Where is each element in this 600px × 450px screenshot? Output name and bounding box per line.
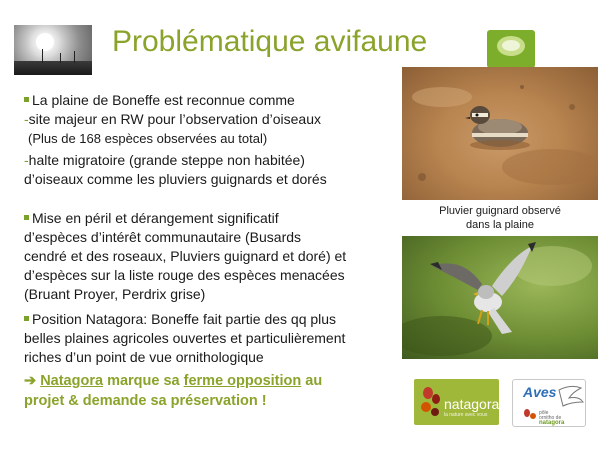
natagora-emblem-icon xyxy=(487,30,535,68)
tree-silhouette xyxy=(74,51,75,63)
aves-subtitle: pôle ornitho de natagora xyxy=(539,410,565,426)
header-photo xyxy=(14,25,92,75)
emblem-blob-inner xyxy=(502,40,520,51)
tree-silhouette xyxy=(42,49,43,63)
plover-photo xyxy=(402,67,598,200)
paragraph-2-line-2: d’espèces d’intérêt communautaire (Busards xyxy=(24,229,302,245)
paragraph-1-line-1: La plaine de Boneffe est reconnue comme xyxy=(24,91,295,110)
natagora-word: Natagora xyxy=(40,373,104,389)
paragraph-2-line-1: Mise en péril et dérangement significatif xyxy=(24,209,279,228)
sun-shape xyxy=(36,33,54,51)
bullet-square-icon xyxy=(24,97,29,102)
paragraph-1-line-3: (Plus de 168 espèces observées au total) xyxy=(28,131,268,146)
tree-silhouette xyxy=(60,53,61,63)
paragraph-3-line-1: Position Natagora: Boneffe fait partie des qq plus xyxy=(24,310,336,329)
harrier-photo xyxy=(402,236,598,359)
paragraph-2-line-3: cendré et des roseaux, Pluviers guignard et doré) et xyxy=(24,248,347,264)
paragraph-3-line-2: belles plaines agricoles ouvertes et particulièrement xyxy=(24,330,346,346)
paragraph-1-line-5: d’oiseaux comme les pluviers guignards et dorés xyxy=(24,171,327,187)
page-title: Problématique avifaune xyxy=(112,25,428,58)
horizon-shape xyxy=(14,61,92,75)
conclusion-line-2: projet & demande sa préservation ! xyxy=(24,393,267,409)
paragraph-2-line-4: d’espèces sur la liste rouge des espèces menacées xyxy=(24,267,345,283)
hand-prints-icon xyxy=(416,379,446,425)
aves-logo: Aves pôle ornitho de natagora xyxy=(512,379,586,427)
plover-illustration xyxy=(402,67,598,200)
bullet-square-icon xyxy=(24,215,29,220)
paragraph-1-line-4: -halte migratoire (grande steppe non habitée) xyxy=(24,152,305,168)
arrow-right-icon: ➔ xyxy=(24,373,37,389)
paragraph-1-line-2: -site majeur en RW pour l’observation d’oiseaux xyxy=(24,111,322,127)
ferme-opposition-phrase: ferme opposition xyxy=(183,373,302,389)
photo-caption: Pluvier guignard observé dans la plaine xyxy=(439,205,561,231)
harrier-illustration xyxy=(402,236,598,359)
conclusion-line-1: ➔ Natagora marque sa ferme opposition au xyxy=(24,373,323,389)
natagora-logo: natagora la nature avec vous xyxy=(414,379,499,425)
paragraph-3-line-3: riches d’un point de vue ornithologique xyxy=(24,349,264,365)
bullet-square-icon xyxy=(24,316,29,321)
paragraph-2-line-5: (Bruant Proyer, Perdrix grise) xyxy=(24,286,206,302)
